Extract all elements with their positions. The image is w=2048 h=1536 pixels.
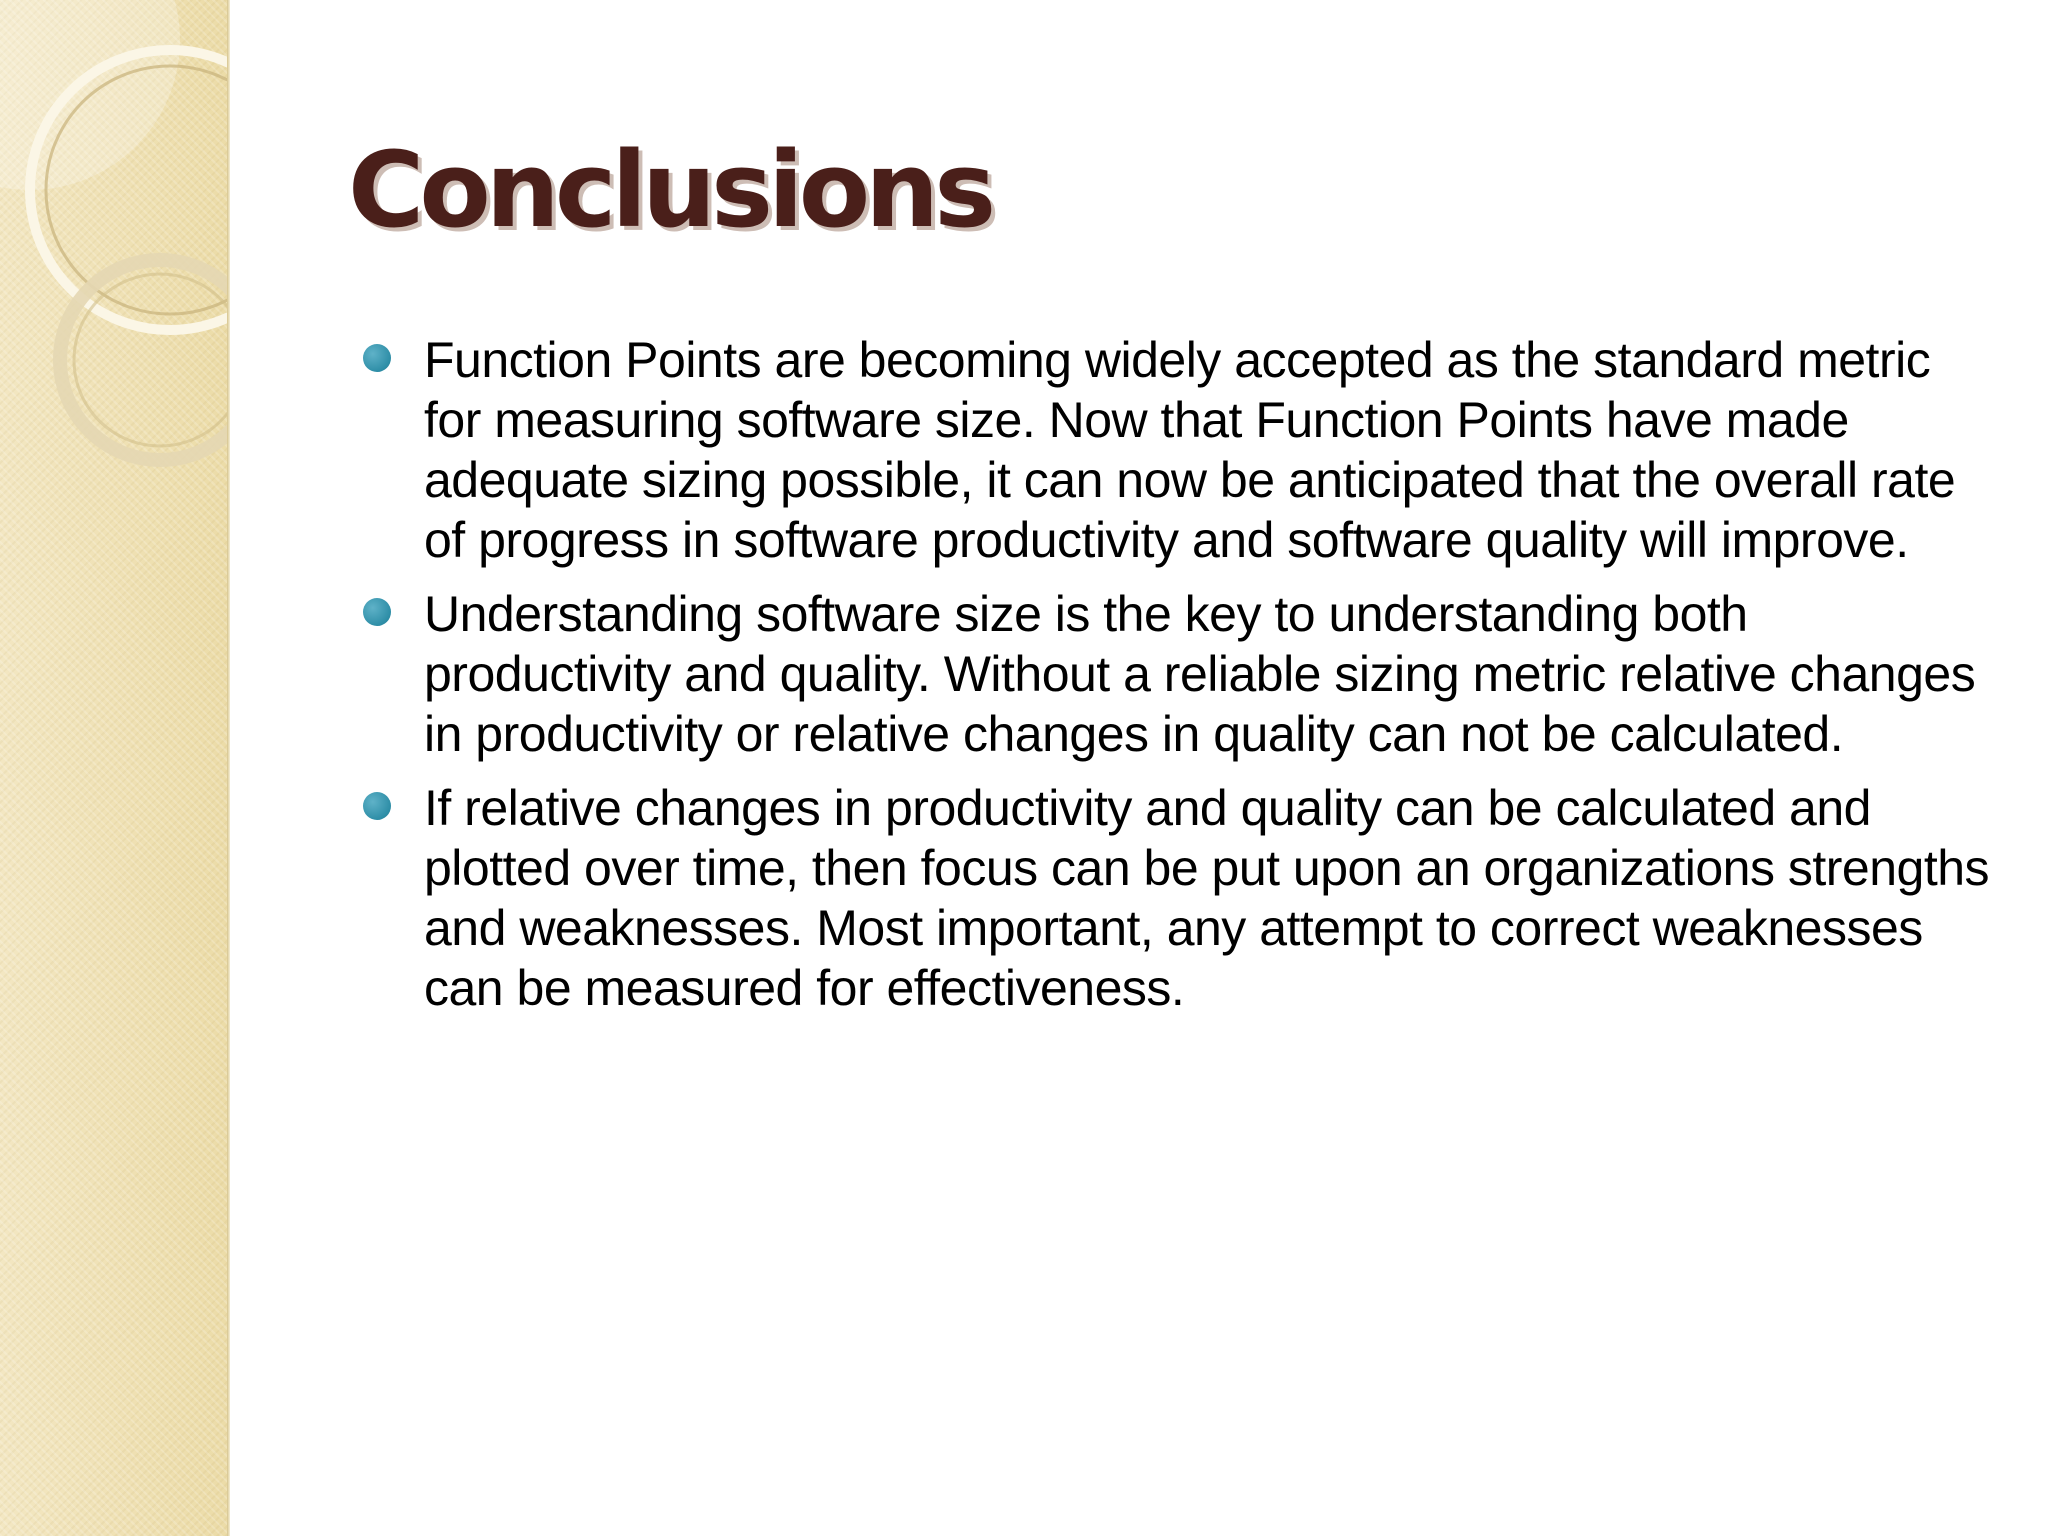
bullet-item: [358, 330, 1998, 570]
bullet-item: [358, 584, 1998, 764]
decorative-side-panel: [0, 0, 227, 1536]
slide-title: Conclusions: [348, 129, 992, 251]
bullet-text: Understanding software size is the key to understanding both productivity and quality. Without a reliable sizing metric relative changes in productivity or relative changes in quality can not be calculated.: [424, 586, 1976, 762]
bullet-list: [358, 330, 1998, 1032]
bullet-dot-icon: [363, 344, 391, 372]
decorative-rings: [0, 0, 227, 520]
side-panel-edge: [227, 0, 230, 1536]
bullet-item: [358, 778, 1998, 1018]
bullet-dot-icon: [363, 598, 391, 626]
bullet-text: Function Points are becoming widely accepted as the standard metric for measuring software size. Now that Function Points have made adequate sizing possible, it can now be anticipated that the overall rate of progress in software productivity and software quality will improve.: [424, 332, 1956, 568]
bullet-text: If relative changes in productivity and quality can be calculated and plotted over time, then focus can be put upon an organizations strengths and weaknesses. Most important, any attempt to correct weaknesses can be measured for effectiveness.: [424, 780, 1990, 1016]
bullet-dot-icon: [363, 792, 391, 820]
